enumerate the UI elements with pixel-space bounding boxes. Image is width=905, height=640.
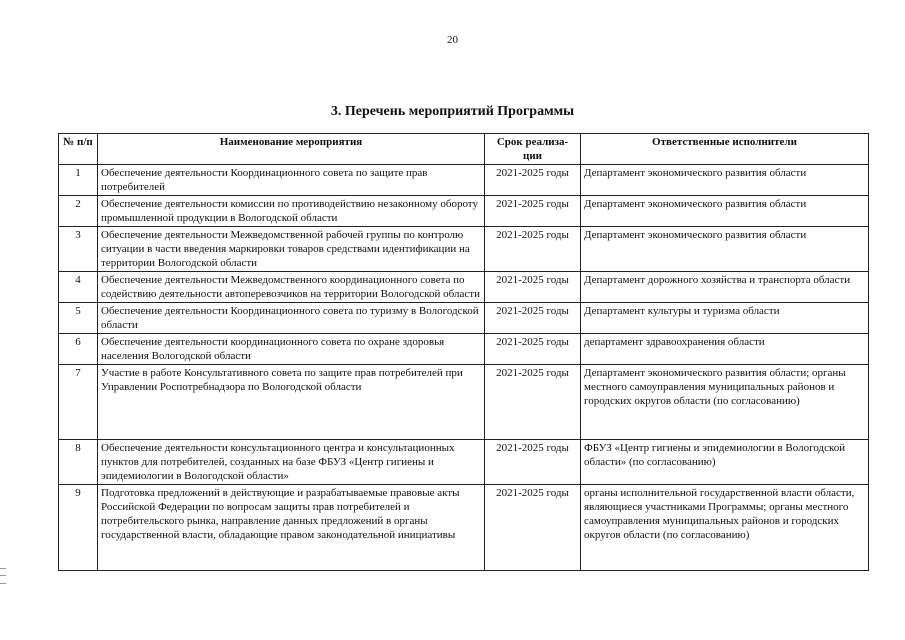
header-period: Срок реализа- ции — [485, 134, 581, 165]
row-name: Участие в работе Консультативного совета по защите прав потребителей при Управлении Роспотребнадзора по Вологодской области — [98, 365, 485, 440]
table-row — [59, 365, 869, 440]
table-row — [59, 485, 869, 571]
table-header-row — [59, 134, 869, 165]
row-num: 4 — [59, 272, 98, 303]
row-executors: Департамент экономического развития области — [581, 196, 869, 227]
row-num: 7 — [59, 365, 98, 440]
row-executors: Департамент экономического развития области — [581, 227, 869, 272]
row-executors: органы исполнительной государственной власти области, являющиеся участниками Программы; органы местного самоуправления муниципальных районов и городских округов области (по согласованию) — [581, 485, 869, 571]
table-row — [59, 165, 869, 196]
row-num: 2 — [59, 196, 98, 227]
row-period: 2021-2025 годы — [485, 196, 581, 227]
row-num: 3 — [59, 227, 98, 272]
row-period: 2021-2025 годы — [485, 440, 581, 485]
table-row — [59, 334, 869, 365]
row-period: 2021-2025 годы — [485, 165, 581, 196]
row-name: Обеспечение деятельности комиссии по противодействию незаконному обороту промышленной продукции в Вологодской области — [98, 196, 485, 227]
row-name: Обеспечение деятельности координационного совета по охране здоровья населения Вологодской области — [98, 334, 485, 365]
row-name: Обеспечение деятельности Координационного совета по защите прав потребителей — [98, 165, 485, 196]
row-name: Обеспечение деятельности Межведомственной рабочей группы по контролю ситуации в части введения маркировки товаров средствами идентификации на территории Вологодской области — [98, 227, 485, 272]
row-period: 2021-2025 годы — [485, 227, 581, 272]
row-period: 2021-2025 годы — [485, 272, 581, 303]
events-table — [58, 133, 869, 571]
margin-mark — [0, 568, 6, 584]
row-num: 9 — [59, 485, 98, 571]
row-executors: департамент здравоохранения области — [581, 334, 869, 365]
row-num: 5 — [59, 303, 98, 334]
table-row — [59, 227, 869, 272]
table-row — [59, 303, 869, 334]
table-row — [59, 196, 869, 227]
row-period: 2021-2025 годы — [485, 334, 581, 365]
row-executors: Департамент культуры и туризма области — [581, 303, 869, 334]
row-name: Обеспечение деятельности Межведомственного координационного совета по содействию деятельности автоперевозчиков на территории Вологодской области — [98, 272, 485, 303]
row-executors: Департамент экономического развития области; органы местного самоуправления муниципальных районов и городских округов области (по согласованию) — [581, 365, 869, 440]
header-name: Наименование мероприятия — [98, 134, 485, 165]
row-period: 2021-2025 годы — [485, 485, 581, 571]
row-name: Обеспечение деятельности консультационного центра и консультационных пунктов для потребителей, созданных на базе ФБУЗ «Центр гигиены и эпидемиологии в Вологодской области» — [98, 440, 485, 485]
row-executors: Департамент экономического развития области — [581, 165, 869, 196]
row-executors: Департамент дорожного хозяйства и транспорта области — [581, 272, 869, 303]
row-period: 2021-2025 годы — [485, 303, 581, 334]
row-name: Обеспечение деятельности Координационного совета по туризму в Вологодской области — [98, 303, 485, 334]
row-num: 6 — [59, 334, 98, 365]
row-period: 2021-2025 годы — [485, 365, 581, 440]
row-num: 8 — [59, 440, 98, 485]
row-executors: ФБУЗ «Центр гигиены и эпидемиологии в Вологодской области» (по согласованию) — [581, 440, 869, 485]
page-number: 20 — [447, 34, 458, 46]
table-row — [59, 440, 869, 485]
row-num: 1 — [59, 165, 98, 196]
header-executors: Ответственные исполнители — [581, 134, 869, 165]
section-title: 3. Перечень мероприятий Программы — [330, 104, 575, 119]
table-row — [59, 272, 869, 303]
header-num: № п/п — [59, 134, 98, 165]
row-name: Подготовка предложений в действующие и разрабатываемые правовые акты Российской Федерации по вопросам защиты прав потребителей и потребительского рынка, направление данных предложений в органы государственной власти, обладающие правом законодательной инициативы — [98, 485, 485, 571]
